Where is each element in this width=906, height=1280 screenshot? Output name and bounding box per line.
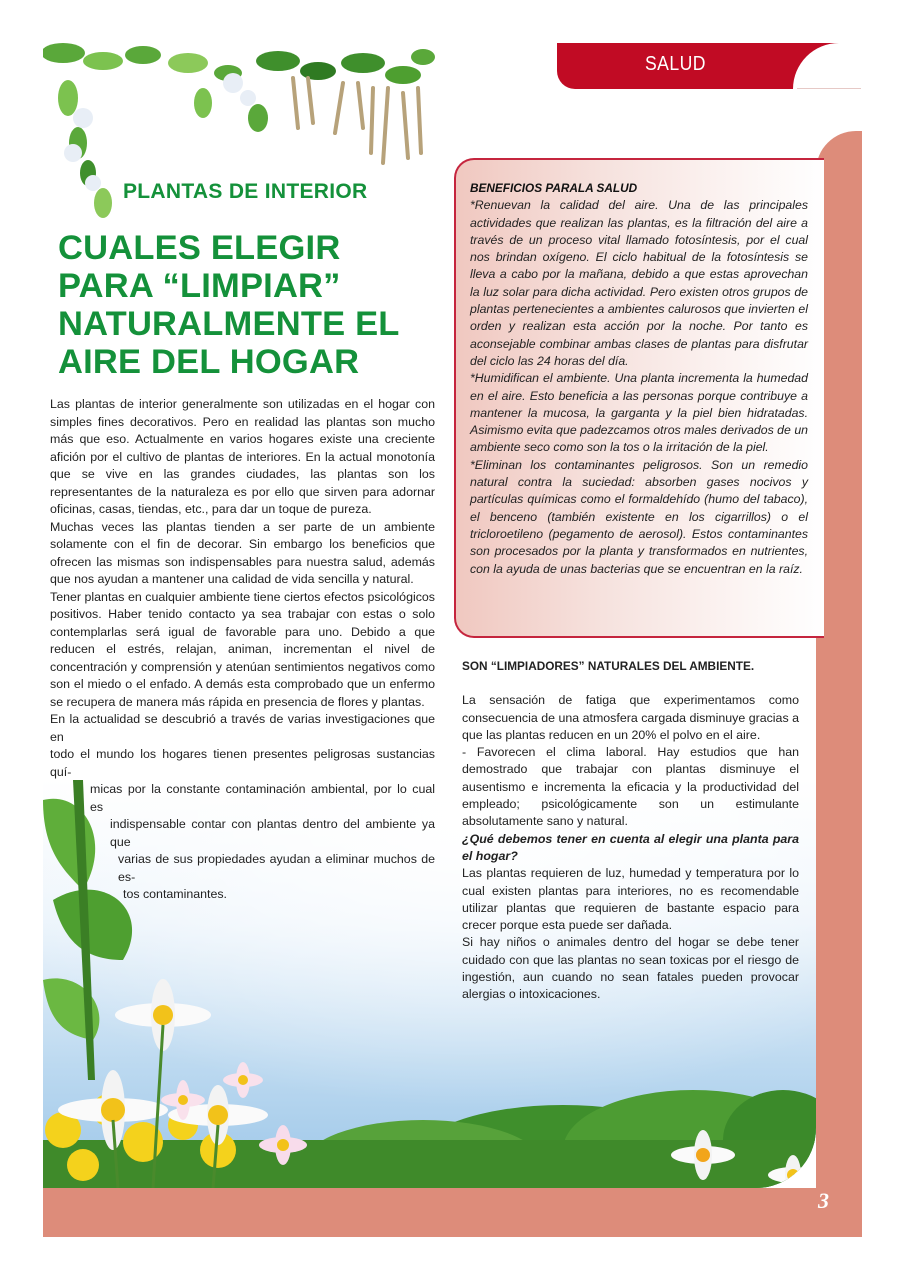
section-tab <box>557 43 857 89</box>
benefit-item: *Eliminan los contaminantes peligrosos. Son un remedio natural contra la suciedad: absorben gases nocivos y partículas químicas como el formaldehído (humo del tabaco), el benceno (también existente en los cigarrillos) o el tricloroetileno (pegamento de aerosol). Estos contaminantes son procesados por la planta y transformados en nutrientes, con la ayuda de unas bacterias que se encuentran en la raíz. <box>470 457 808 576</box>
body-paragraph: Muchas veces las plantas tienden a ser parte de un ambiente solamente con el fin de decorar. Sin embargo los beneficios que ofrecen las mismas son indispensables para nuestra salud, además que nos ayudan a mantener una calidad de vida sencilla y natural. <box>50 519 435 586</box>
article-body-right <box>462 658 799 1004</box>
headline-line: CUALES ELEGIR <box>58 229 341 267</box>
benefits-title: BENEFICIOS PARALA SALUD <box>470 181 638 195</box>
body-line: micas por la constante contaminación ambiental, por lo cual es <box>90 782 435 814</box>
article-kicker: PLANTAS DE INTERIOR <box>123 180 368 203</box>
headline-line: AIRE DEL HOGAR <box>58 343 360 381</box>
benefits-box <box>454 158 824 638</box>
benefit-item: *Humidifican el ambiente. Una planta incrementa la humedad en el aire. Esto beneficia a las personas porque contribuye a mantener la mucosa, la garganta y la piel bien hidratadas. Asimismo evita que padezcamos otros males derivados de un ambiente seco como son la tos o la irritación de la piel. <box>470 371 808 455</box>
body-paragraph: Las plantas de interior generalmente son utilizadas en el hogar con simples fines decorativos. Pero en realidad las plantas son mucho más que eso. Actualmente en varios hogares existe una creciente afición por el cultivo de plantas de interiores. En la actual monotonía que se vive en las grandes ciudades, las plantas son los representantes de la naturaleza es por ello que sirven para adornar oficinas, casas, tiendas, etc., para dar un toque de pureza. <box>50 397 435 516</box>
header-rule <box>797 88 861 89</box>
benefit-item: *Renuevan la calidad del aire. Una de las principales actividades que realizan las plantas, es la filtración del aire a través de un proceso vital llamado fotosíntesis, por el cual nos brindan oxígeno. El ciclo habitual de la fotosíntesis se lleva a cabo por la mañana, debido a que estas aprovechan la luz solar para dicha actividad. Pero existen otros grupos de plantas pertenecientes a ambientes calurosos que invierten el orden y realizan esta acción por la noche. Por tanto es aconsejable combinar ambas clases de plantas para disfrutar del ciclo las 24 horas del día. <box>470 198 808 368</box>
body-paragraph: - Favorecen el clima laboral. Hay estudios que han demostrado que trabajar con plantas disminuye el ausentismo e incrementa la eficacia y la productividad del empleado; psicológicamente son un estimulante absolutamente sano y natural. <box>462 745 799 829</box>
section-label: SALUD <box>645 53 706 75</box>
body-paragraph: Las plantas requieren de luz, humedad y temperatura por lo cual existen plantas para interiores, no es recomendable utilizar plantas que requieren de bastante espacio para crecer porque esta puede ser dañada. <box>462 866 799 933</box>
body-paragraph: Si hay niños o animales dentro del hogar se debe tener cuidado con que las plantas no sean toxicas por el riesgo de ingestión, aun cuando no sean fatales pueden provocar alergias o intoxicaciones. <box>462 935 799 1002</box>
body-paragraph: La sensación de fatiga que experimentamos como consecuencia de una atmosfera cargada disminuye gracias a que las plantas reducen en un 20% el polvo en el aire. <box>462 693 799 742</box>
question-heading: ¿Qué debemos tener en cuenta al elegir una planta para el hogar? <box>462 831 799 863</box>
body-line: En la actualidad se descubrió a través de varias investigaciones que en <box>50 712 435 744</box>
bottom-color-band <box>43 1188 862 1237</box>
article-body-left <box>50 396 435 904</box>
body-paragraph: Tener plantas en cualquier ambiente tiene ciertos efectos psicológicos positivos. Haber tenido contacto ya sea trabajar con estas o solo contemplarlas será igual de favorable para uno. Debido a que reducen el estrés, relajan, animan, incrementan el nivel de concentración y comprensión y atenúan sentimientos negativos como son el miedo o el enfado. A demás esta comprobado que un enfermo se recupera de manera más rápida en presencia de flores y plantas. <box>50 589 435 709</box>
hanging-foliage-illustration <box>43 43 435 233</box>
body-line: tos contaminantes. <box>123 887 228 901</box>
body-paragraph <box>50 711 435 904</box>
headline-line: PARA “LIMPIAR” <box>58 267 341 305</box>
page-number: 3 <box>818 1188 829 1213</box>
body-line: todo el mundo los hogares tienen presentes peligrosas sustancias quí- <box>50 747 435 779</box>
body-line: indispensable contar con plantas dentro del ambiente ya que <box>110 817 435 849</box>
section-subheading: SON “LIMPIADORES” NATURALES DEL AMBIENTE. <box>462 659 755 673</box>
headline-line: NATURALMENTE EL <box>58 305 400 343</box>
body-line: varias de sus propiedades ayudan a eliminar muchos de es- <box>118 852 435 884</box>
article-headline <box>58 229 448 381</box>
benefits-content <box>470 180 808 578</box>
